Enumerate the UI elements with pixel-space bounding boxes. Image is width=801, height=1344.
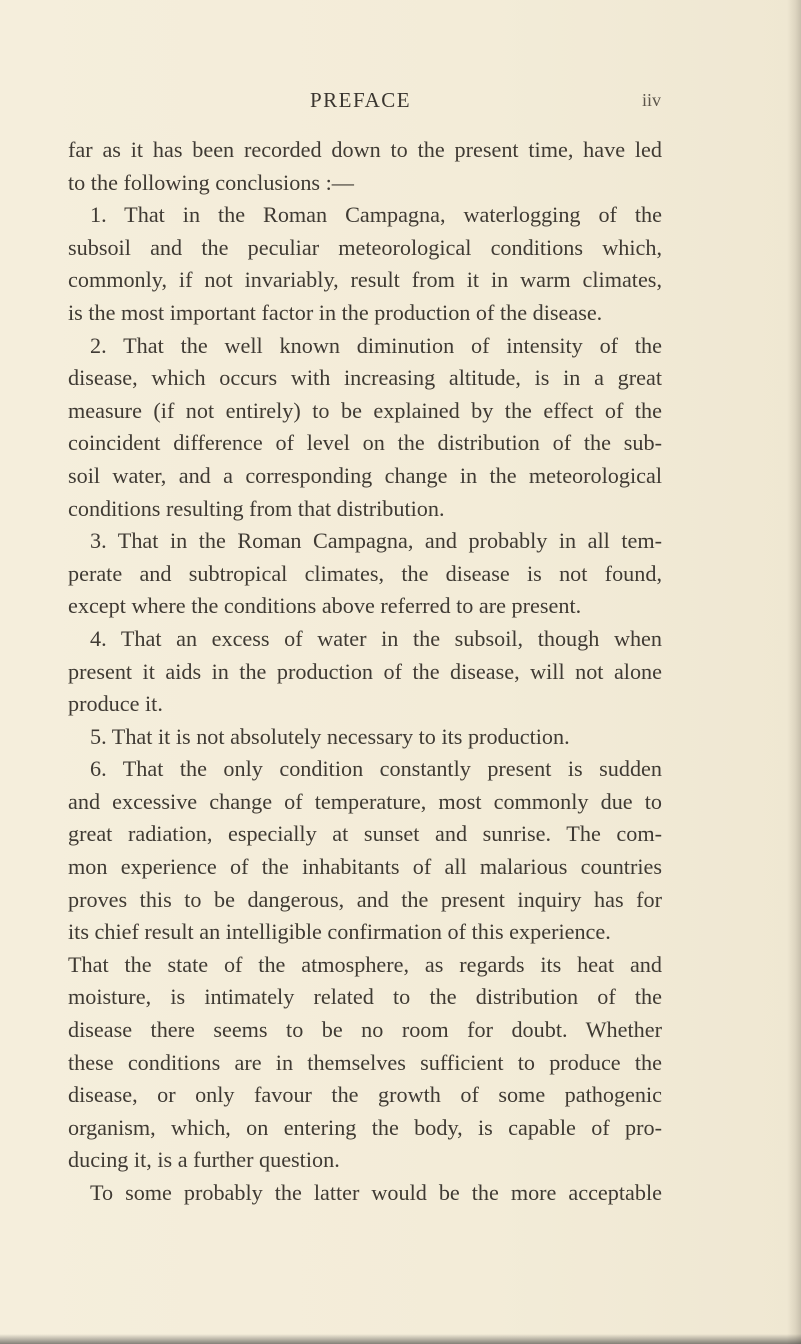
text-line: 3. That in the Roman Campagna, and probably in all tem- (90, 528, 662, 554)
text-line: its chief result an intelligible confirmation of this experience. (68, 919, 611, 945)
page-gutter-shadow (787, 0, 801, 1344)
text-line: perate and subtropical climates, the disease is not found, (68, 560, 662, 586)
text-line: is the most important factor in the production of the disease. (68, 299, 603, 325)
text-line: subsoil and the peculiar meteorological conditions which, (68, 234, 662, 260)
text-line: To some probably the latter would be the more acceptable (90, 1180, 662, 1205)
text-line: disease there seems to be no room for doubt. Whether (68, 1017, 662, 1043)
text-line: present it aids in the production of the disease, will not alone (68, 658, 662, 684)
text-line: conditions resulting from that distribution. (68, 495, 445, 521)
text-line: to the following conclusions :— (68, 169, 354, 195)
text-line: disease, which occurs with increasing altitude, is in a great (68, 365, 662, 391)
text-line: far as it has been recorded down to the present time, have led (68, 137, 662, 162)
text-line: disease, or only favour the growth of some pathogenic (68, 1082, 662, 1108)
body-text (68, 134, 662, 1210)
text-line: produce it. (68, 691, 163, 717)
text-line: proves this to be dangerous, and the present inquiry has for (68, 886, 662, 912)
text-line: except where the conditions above referred to are present. (68, 593, 582, 619)
text-line: ducing it, is a further question. (68, 1147, 340, 1173)
running-head: PREFACE (310, 88, 412, 112)
page-bottom-edge (0, 1334, 801, 1344)
text-line: soil water, and a corresponding change in the meteorological (68, 462, 662, 488)
text-line: mon experience of the inhabitants of all malarious countries (68, 854, 662, 880)
page-header (0, 88, 801, 114)
text-line: coincident difference of level on the distribution of the sub- (68, 430, 662, 456)
text-line: great radiation, especially at sunset and sunrise. The com- (68, 821, 662, 847)
text-line: 1. That in the Roman Campagna, waterlogging of the (90, 202, 662, 228)
text-line: 6. That the only condition constantly present is sudden (90, 756, 662, 782)
text-line: measure (if not entirely) to be explained by the effect of the (68, 397, 662, 423)
text-line: 4. That an excess of water in the subsoil, though when (90, 625, 662, 651)
text-line: commonly, if not invariably, result from it in warm climates, (68, 267, 662, 293)
text-line: these conditions are in themselves sufficient to produce the (68, 1049, 662, 1075)
text-line: and excessive change of temperature, most commonly due to (68, 788, 662, 814)
text-line: 5. That it is not absolutely necessary to its production. (90, 723, 570, 749)
text-line: organism, which, on entering the body, is capable of pro- (68, 1114, 662, 1140)
text-line: moisture, is intimately related to the distribution of the (68, 984, 662, 1010)
text-line: 2. That the well known diminution of intensity of the (90, 332, 662, 358)
page-number: iiv (642, 90, 662, 110)
text-line: That the state of the atmosphere, as regards its heat and (68, 951, 662, 977)
